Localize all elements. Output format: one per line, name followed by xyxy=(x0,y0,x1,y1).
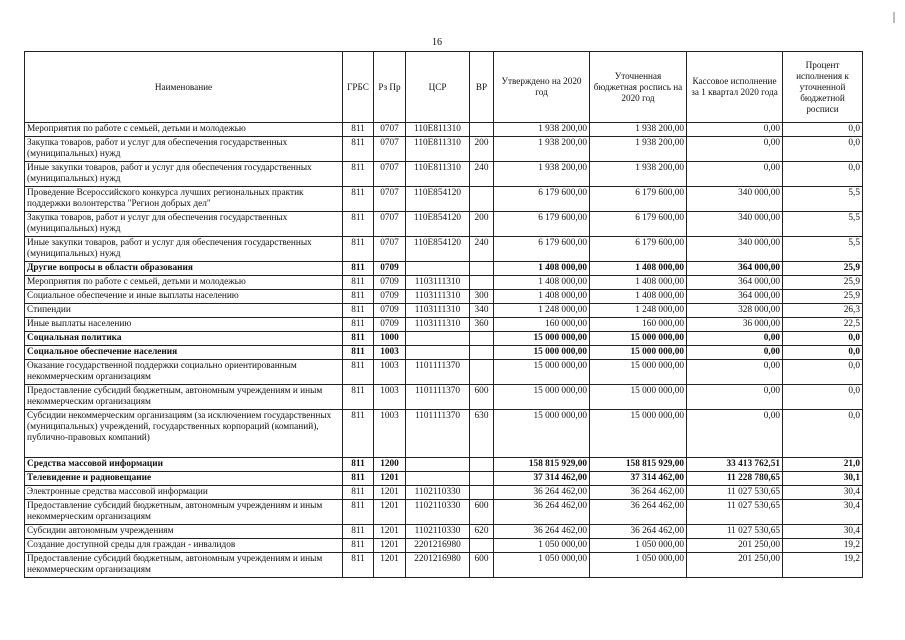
cell-rzpr: 0709 xyxy=(374,318,406,332)
cell-approved: 1 050 000,00 xyxy=(494,539,590,553)
cell-cash: 364 000,00 xyxy=(687,262,783,276)
cell-refined: 15 000 000,00 xyxy=(590,360,687,385)
table-row xyxy=(25,290,863,304)
table-row xyxy=(25,237,863,262)
cell-percent: 30,4 xyxy=(783,500,863,525)
cell-percent: 25,9 xyxy=(783,262,863,276)
cell-rzpr: 0709 xyxy=(374,276,406,290)
table-row xyxy=(25,346,863,360)
cell-percent: 30,4 xyxy=(783,525,863,539)
cell-csr: 1102110330 xyxy=(406,525,470,539)
cell-approved: 1 050 000,00 xyxy=(494,553,590,578)
cell-cash: 201 250,00 xyxy=(687,553,783,578)
cell-approved: 1 248 000,00 xyxy=(494,304,590,318)
cell-vr xyxy=(470,539,494,553)
cell-cash: 0,00 xyxy=(687,410,783,458)
cell-name: Закупка товаров, работ и услуг для обеспечения государственных (муниципальных) нужд xyxy=(25,137,343,162)
cell-refined: 1 050 000,00 xyxy=(590,539,687,553)
cell-vr: 200 xyxy=(470,212,494,237)
cell-percent: 5,5 xyxy=(783,212,863,237)
header-approved: Утверждено на 2020 год xyxy=(494,52,590,123)
cell-cash: 0,00 xyxy=(687,123,783,137)
cell-refined: 15 000 000,00 xyxy=(590,346,687,360)
cell-rzpr: 0709 xyxy=(374,304,406,318)
cell-name: Проведение Всероссийского конкурса лучших региональных практик поддержки волонтерства "Регион добрых дел" xyxy=(25,187,343,212)
cell-csr xyxy=(406,262,470,276)
header-name: Наименование xyxy=(25,52,343,123)
table-row xyxy=(25,553,863,578)
cell-approved: 6 179 600,00 xyxy=(494,187,590,212)
table-row xyxy=(25,458,863,472)
table-row xyxy=(25,410,863,458)
cell-refined: 6 179 600,00 xyxy=(590,237,687,262)
cell-percent: 5,5 xyxy=(783,237,863,262)
cell-approved: 15 000 000,00 xyxy=(494,332,590,346)
cell-vr xyxy=(470,472,494,486)
header-rzpr: Рз Пр xyxy=(374,52,406,123)
cell-cash: 340 000,00 xyxy=(687,237,783,262)
cell-name: Другие вопросы в области образования xyxy=(25,262,343,276)
cell-csr: 110E811310 xyxy=(406,137,470,162)
cell-csr: 1103111310 xyxy=(406,276,470,290)
cell-refined: 36 264 462,00 xyxy=(590,500,687,525)
cell-grbs: 811 xyxy=(343,123,374,137)
cell-grbs: 811 xyxy=(343,137,374,162)
cell-name: Создание доступной среды для граждан - инвалидов xyxy=(25,539,343,553)
cell-refined: 6 179 600,00 xyxy=(590,212,687,237)
cell-approved: 1 408 000,00 xyxy=(494,276,590,290)
cell-csr: 110E854120 xyxy=(406,237,470,262)
cell-grbs: 811 xyxy=(343,162,374,187)
table-row xyxy=(25,123,863,137)
cell-rzpr: 0707 xyxy=(374,237,406,262)
table-body xyxy=(25,123,863,578)
table-row xyxy=(25,162,863,187)
cell-percent: 25,9 xyxy=(783,276,863,290)
cell-grbs: 811 xyxy=(343,486,374,500)
cell-percent: 5,5 xyxy=(783,187,863,212)
cell-grbs: 811 xyxy=(343,276,374,290)
cell-cash: 364 000,00 xyxy=(687,290,783,304)
scan-edge-mark xyxy=(893,12,895,23)
cell-cash: 11 027 530,65 xyxy=(687,500,783,525)
cell-vr: 630 xyxy=(470,410,494,458)
cell-vr: 300 xyxy=(470,290,494,304)
cell-csr xyxy=(406,332,470,346)
cell-percent: 0,0 xyxy=(783,346,863,360)
cell-refined: 1 408 000,00 xyxy=(590,276,687,290)
cell-approved: 1 938 200,00 xyxy=(494,162,590,187)
table-row xyxy=(25,137,863,162)
page-number: 16 xyxy=(432,37,442,48)
cell-csr xyxy=(406,472,470,486)
table-row xyxy=(25,486,863,500)
table-header-row xyxy=(25,52,863,123)
cell-approved: 36 264 462,00 xyxy=(494,500,590,525)
cell-name: Иные закупки товаров, работ и услуг для обеспечения государственных (муниципальных) нужд xyxy=(25,237,343,262)
cell-rzpr: 1201 xyxy=(374,500,406,525)
cell-vr: 240 xyxy=(470,237,494,262)
cell-name: Телевидение и радиовещание xyxy=(25,472,343,486)
cell-rzpr: 0707 xyxy=(374,123,406,137)
cell-refined: 158 815 929,00 xyxy=(590,458,687,472)
cell-grbs: 811 xyxy=(343,346,374,360)
cell-percent: 0,0 xyxy=(783,360,863,385)
cell-grbs: 811 xyxy=(343,304,374,318)
cell-approved: 15 000 000,00 xyxy=(494,410,590,458)
cell-grbs: 811 xyxy=(343,525,374,539)
cell-percent: 30,4 xyxy=(783,486,863,500)
cell-name: Закупка товаров, работ и услуг для обеспечения государственных (муниципальных) нужд xyxy=(25,212,343,237)
cell-percent: 21,0 xyxy=(783,458,863,472)
cell-rzpr: 1003 xyxy=(374,346,406,360)
cell-percent: 0,0 xyxy=(783,137,863,162)
cell-csr: 1103111310 xyxy=(406,290,470,304)
cell-refined: 1 248 000,00 xyxy=(590,304,687,318)
cell-name: Предоставление субсидий бюджетным, автономным учреждениям и иным некоммерческим организациям xyxy=(25,385,343,410)
cell-grbs: 811 xyxy=(343,410,374,458)
cell-percent: 26,3 xyxy=(783,304,863,318)
cell-name: Предоставление субсидий бюджетным, автономным учреждениям и иным некоммерческим организациям xyxy=(25,553,343,578)
table-row xyxy=(25,262,863,276)
cell-csr: 110E811310 xyxy=(406,162,470,187)
table-row xyxy=(25,187,863,212)
cell-percent: 0,0 xyxy=(783,123,863,137)
cell-cash: 0,00 xyxy=(687,385,783,410)
cell-rzpr: 0707 xyxy=(374,187,406,212)
cell-rzpr: 1201 xyxy=(374,525,406,539)
cell-approved: 1 938 200,00 xyxy=(494,137,590,162)
header-grbs: ГРБС xyxy=(343,52,374,123)
cell-percent: 0,0 xyxy=(783,385,863,410)
cell-rzpr: 1200 xyxy=(374,458,406,472)
cell-grbs: 811 xyxy=(343,318,374,332)
cell-grbs: 811 xyxy=(343,472,374,486)
cell-percent: 19,2 xyxy=(783,553,863,578)
table-row xyxy=(25,332,863,346)
cell-vr xyxy=(470,262,494,276)
cell-grbs: 811 xyxy=(343,290,374,304)
cell-vr: 200 xyxy=(470,137,494,162)
cell-approved: 158 815 929,00 xyxy=(494,458,590,472)
cell-name: Мероприятия по работе с семьей, детьми и молодежью xyxy=(25,276,343,290)
cell-name: Предоставление субсидий бюджетным, автономным учреждениям и иным некоммерческим организациям xyxy=(25,500,343,525)
cell-approved: 1 408 000,00 xyxy=(494,262,590,276)
cell-approved: 36 264 462,00 xyxy=(494,486,590,500)
cell-csr: 1101111370 xyxy=(406,410,470,458)
cell-grbs: 811 xyxy=(343,539,374,553)
cell-refined: 1 938 200,00 xyxy=(590,162,687,187)
cell-csr: 1101111370 xyxy=(406,385,470,410)
cell-refined: 1 408 000,00 xyxy=(590,290,687,304)
cell-rzpr: 1003 xyxy=(374,385,406,410)
cell-refined: 1 938 200,00 xyxy=(590,137,687,162)
cell-cash: 340 000,00 xyxy=(687,187,783,212)
cell-rzpr: 0709 xyxy=(374,262,406,276)
cell-name: Иные закупки товаров, работ и услуг для обеспечения государственных (муниципальных) нужд xyxy=(25,162,343,187)
cell-vr: 240 xyxy=(470,162,494,187)
cell-cash: 340 000,00 xyxy=(687,212,783,237)
cell-rzpr: 1201 xyxy=(374,539,406,553)
cell-vr: 600 xyxy=(470,553,494,578)
table-row xyxy=(25,318,863,332)
cell-approved: 160 000,00 xyxy=(494,318,590,332)
cell-rzpr: 0707 xyxy=(374,162,406,187)
cell-vr xyxy=(470,187,494,212)
cell-grbs: 811 xyxy=(343,458,374,472)
cell-refined: 15 000 000,00 xyxy=(590,410,687,458)
header-refined: Уточненная бюджетная роспись на 2020 год xyxy=(590,52,687,123)
cell-csr: 1101111370 xyxy=(406,360,470,385)
cell-name: Мероприятия по работе с семьей, детьми и молодежью xyxy=(25,123,343,137)
cell-refined: 1 938 200,00 xyxy=(590,123,687,137)
cell-csr xyxy=(406,346,470,360)
cell-rzpr: 0707 xyxy=(374,137,406,162)
cell-refined: 1 408 000,00 xyxy=(590,262,687,276)
table-row xyxy=(25,385,863,410)
header-vr: ВР xyxy=(470,52,494,123)
cell-name: Иные выплаты населению xyxy=(25,318,343,332)
cell-vr xyxy=(470,346,494,360)
cell-vr xyxy=(470,486,494,500)
cell-percent: 0,0 xyxy=(783,410,863,458)
cell-grbs: 811 xyxy=(343,237,374,262)
cell-rzpr: 1201 xyxy=(374,553,406,578)
table-row xyxy=(25,500,863,525)
cell-csr: 1102110330 xyxy=(406,486,470,500)
cell-cash: 11 228 780,65 xyxy=(687,472,783,486)
cell-vr: 600 xyxy=(470,500,494,525)
cell-name: Средства массовой информации xyxy=(25,458,343,472)
cell-percent: 19,2 xyxy=(783,539,863,553)
cell-rzpr: 0707 xyxy=(374,212,406,237)
cell-grbs: 811 xyxy=(343,385,374,410)
cell-cash: 0,00 xyxy=(687,332,783,346)
table-row xyxy=(25,539,863,553)
cell-approved: 6 179 600,00 xyxy=(494,237,590,262)
cell-rzpr: 1003 xyxy=(374,410,406,458)
cell-percent: 22,5 xyxy=(783,318,863,332)
cell-percent: 30,1 xyxy=(783,472,863,486)
cell-name: Субсидии автономным учреждениям xyxy=(25,525,343,539)
cell-csr: 110E854120 xyxy=(406,212,470,237)
cell-rzpr: 1000 xyxy=(374,332,406,346)
cell-vr: 340 xyxy=(470,304,494,318)
cell-csr: 110E854120 xyxy=(406,187,470,212)
cell-cash: 201 250,00 xyxy=(687,539,783,553)
cell-cash: 36 000,00 xyxy=(687,318,783,332)
cell-grbs: 811 xyxy=(343,500,374,525)
cell-name: Социальная политика xyxy=(25,332,343,346)
cell-csr: 2201216980 xyxy=(406,539,470,553)
cell-grbs: 811 xyxy=(343,360,374,385)
table-row xyxy=(25,525,863,539)
cell-name: Оказание государственной поддержки социально ориентированным некоммерческим организациям xyxy=(25,360,343,385)
table-row xyxy=(25,304,863,318)
cell-percent: 0,0 xyxy=(783,332,863,346)
cell-rzpr: 0709 xyxy=(374,290,406,304)
header-cash-execution: Кассовое исполнение за 1 квартал 2020 года xyxy=(687,52,783,123)
cell-approved: 36 264 462,00 xyxy=(494,525,590,539)
cell-vr xyxy=(470,360,494,385)
cell-cash: 328 000,00 xyxy=(687,304,783,318)
cell-name: Электронные средства массовой информации xyxy=(25,486,343,500)
cell-cash: 0,00 xyxy=(687,346,783,360)
cell-rzpr: 1201 xyxy=(374,472,406,486)
cell-csr: 1103111310 xyxy=(406,304,470,318)
cell-refined: 36 264 462,00 xyxy=(590,525,687,539)
cell-approved: 1 938 200,00 xyxy=(494,123,590,137)
cell-grbs: 811 xyxy=(343,553,374,578)
table-row xyxy=(25,276,863,290)
cell-rzpr: 1201 xyxy=(374,486,406,500)
cell-approved: 1 408 000,00 xyxy=(494,290,590,304)
cell-name: Стипендии xyxy=(25,304,343,318)
cell-rzpr: 1003 xyxy=(374,360,406,385)
table-row xyxy=(25,472,863,486)
cell-csr: 110E811310 xyxy=(406,123,470,137)
cell-approved: 15 000 000,00 xyxy=(494,360,590,385)
cell-vr: 360 xyxy=(470,318,494,332)
table-row xyxy=(25,212,863,237)
cell-csr: 1103111310 xyxy=(406,318,470,332)
cell-vr xyxy=(470,458,494,472)
cell-refined: 36 264 462,00 xyxy=(590,486,687,500)
cell-name: Социальное обеспечение населения xyxy=(25,346,343,360)
cell-csr: 2201216980 xyxy=(406,553,470,578)
cell-refined: 37 314 462,00 xyxy=(590,472,687,486)
cell-vr: 600 xyxy=(470,385,494,410)
cell-vr: 620 xyxy=(470,525,494,539)
cell-approved: 37 314 462,00 xyxy=(494,472,590,486)
cell-grbs: 811 xyxy=(343,187,374,212)
cell-cash: 364 000,00 xyxy=(687,276,783,290)
cell-name: Социальное обеспечение и иные выплаты населению xyxy=(25,290,343,304)
cell-grbs: 811 xyxy=(343,212,374,237)
cell-grbs: 811 xyxy=(343,262,374,276)
cell-percent: 25,9 xyxy=(783,290,863,304)
cell-cash: 0,00 xyxy=(687,360,783,385)
cell-approved: 15 000 000,00 xyxy=(494,346,590,360)
cell-cash: 0,00 xyxy=(687,162,783,187)
cell-vr xyxy=(470,276,494,290)
cell-grbs: 811 xyxy=(343,332,374,346)
cell-csr: 1102110330 xyxy=(406,500,470,525)
cell-cash: 33 413 762,51 xyxy=(687,458,783,472)
cell-approved: 6 179 600,00 xyxy=(494,212,590,237)
cell-cash: 11 027 530,65 xyxy=(687,525,783,539)
cell-csr xyxy=(406,458,470,472)
cell-vr xyxy=(470,123,494,137)
cell-refined: 15 000 000,00 xyxy=(590,332,687,346)
cell-vr xyxy=(470,332,494,346)
budget-table xyxy=(24,51,863,578)
header-percent: Процент исполнения к уточненной бюджетной росписи xyxy=(783,52,863,123)
cell-refined: 15 000 000,00 xyxy=(590,385,687,410)
cell-refined: 1 050 000,00 xyxy=(590,553,687,578)
cell-cash: 0,00 xyxy=(687,137,783,162)
cell-refined: 6 179 600,00 xyxy=(590,187,687,212)
cell-cash: 11 027 530,65 xyxy=(687,486,783,500)
header-csr: ЦСР xyxy=(406,52,470,123)
cell-approved: 15 000 000,00 xyxy=(494,385,590,410)
cell-name: Субсидии некоммерческим организациям (за исключением государственных (муниципальных) учреждений, государственных корпораций (компаний), публично-правовых компаний) xyxy=(25,410,343,458)
cell-refined: 160 000,00 xyxy=(590,318,687,332)
cell-percent: 0,0 xyxy=(783,162,863,187)
table-row xyxy=(25,360,863,385)
